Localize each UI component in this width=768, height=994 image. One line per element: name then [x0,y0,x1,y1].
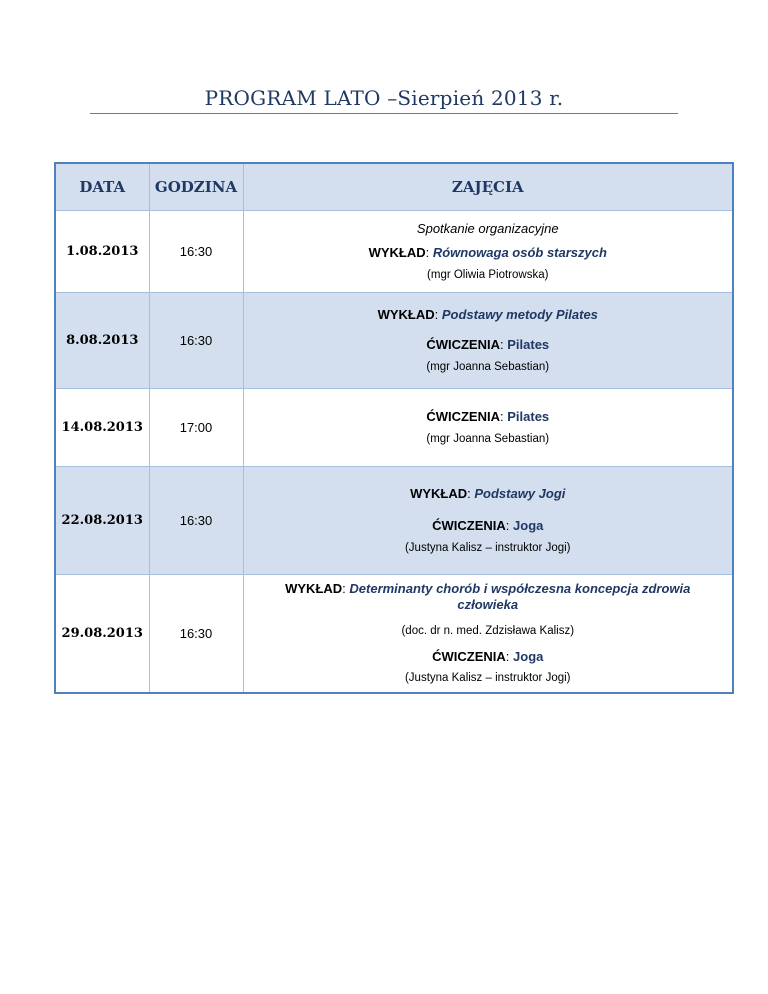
exercise-title: Joga [513,648,544,664]
exercise-teacher: (Justyna Kalisz – instruktor Jogi) [404,541,571,554]
page-title: PROGRAM LATO –Sierpień 2013 r. [204,86,564,110]
lecture-label: WYKŁAD [368,244,426,260]
header-time: GODZINA [149,163,243,211]
row-date: 14.08.2013 [55,389,149,467]
exercise-teacher: (Justyna Kalisz – instruktor Jogi) [404,671,571,684]
exercise-title: Pilates [507,336,550,352]
exercise-line: ĆWICZENIA: Joga [432,648,544,664]
exercise-label: ĆWICZENIA [432,648,506,664]
table-row [55,293,733,389]
lecture-label: WYKŁAD [285,580,343,596]
lecture-title-continued: człowieka [457,596,519,612]
row-date: 22.08.2013 [55,467,149,575]
lecture-line: WYKŁAD: Podstawy Jogi [410,485,566,501]
row-date: 1.08.2013 [55,211,149,293]
row-time: 16:30 [149,467,243,575]
header-row [55,163,733,211]
row-time: 16:30 [149,293,243,389]
table-row [55,575,733,693]
exercise-label: ĆWICZENIA [432,517,506,533]
exercise-line: ĆWICZENIA: Joga [432,517,544,533]
row-activities [243,293,733,389]
table-row [55,467,733,575]
header-activities: ZAJĘCIA [243,163,733,211]
lecture-line: WYKŁAD: Podstawy metody Pilates [377,306,598,322]
row-date: 29.08.2013 [55,575,149,693]
lecture-title: Podstawy metody Pilates [441,306,598,322]
lecture-teacher: (mgr Oliwia Piotrowska) [427,268,549,281]
exercise-title: Joga [513,517,544,533]
lecture-title: Równowaga osób starszych [432,244,607,260]
row-activities [243,211,733,293]
row-activities [243,575,733,693]
row-time: 17:00 [149,389,243,467]
header-date: DATA [55,163,149,211]
row-date: 8.08.2013 [55,293,149,389]
schedule-table [54,162,734,694]
exercise-line: ĆWICZENIA: Pilates [426,408,550,424]
lecture-title: Podstawy Jogi [474,485,566,501]
exercise-teacher: (mgr Joanna Sebastian) [426,432,550,445]
row-time: 16:30 [149,211,243,293]
exercise-title: Pilates [507,408,550,424]
row-activities [243,467,733,575]
lecture-line: WYKŁAD: Determinanty chorób i współczesna koncepcja zdrowia [285,580,691,596]
row-time: 16:30 [149,575,243,693]
lecture-line: WYKŁAD: Równowaga osób starszych [368,244,607,260]
table-row [55,389,733,467]
lecture-teacher: (doc. dr n. med. Zdzisława Kalisz) [401,624,575,637]
lecture-label: WYKŁAD [377,306,435,322]
title-underline [90,113,678,114]
exercise-label: ĆWICZENIA [426,408,500,424]
exercise-teacher: (mgr Joanna Sebastian) [426,360,550,373]
exercise-line: ĆWICZENIA: Pilates [426,336,550,352]
table-row [55,211,733,293]
lecture-title: Determinanty chorób i współczesna koncepcja zdrowia [349,580,691,596]
row-activities [243,389,733,467]
lecture-label: WYKŁAD [410,485,468,501]
intro-text: Spotkanie organizacyjne [416,220,559,236]
exercise-label: ĆWICZENIA [426,336,500,352]
